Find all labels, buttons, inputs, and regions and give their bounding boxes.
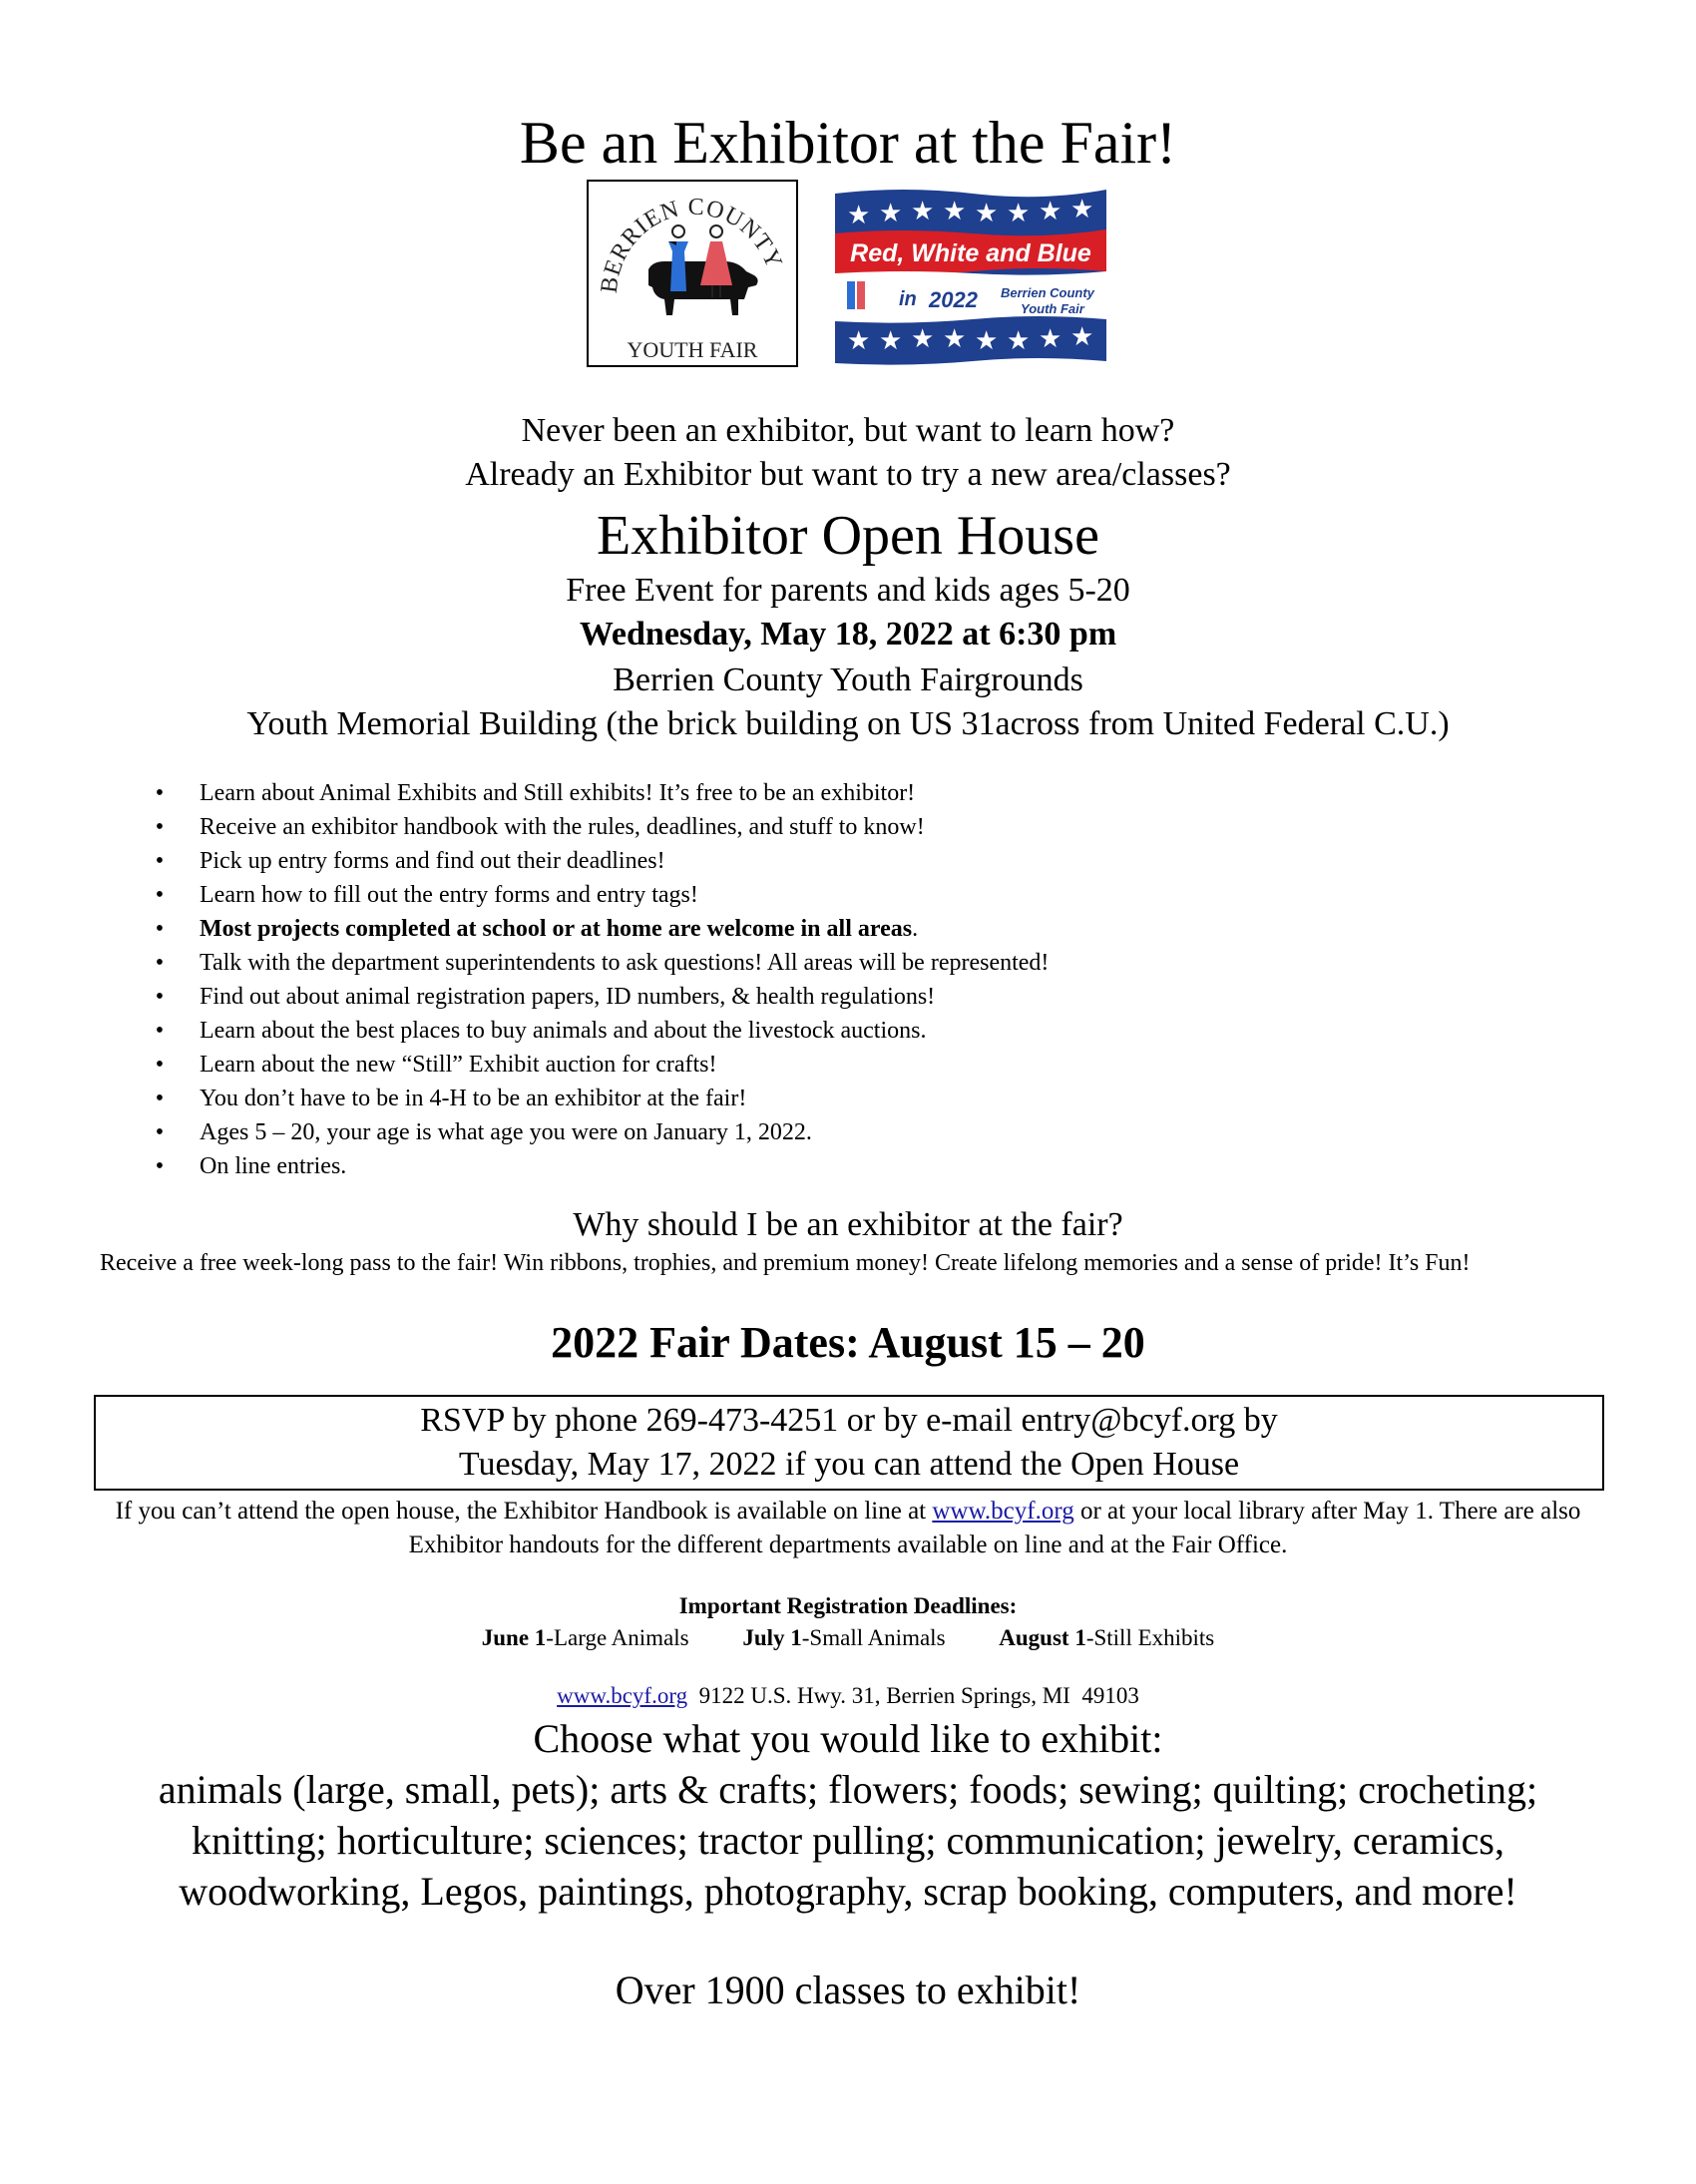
benefits-list xyxy=(150,776,1596,1183)
rwb-youthfair: Youth Fair xyxy=(1021,301,1084,316)
rwb-2022-logo xyxy=(833,184,1108,367)
svg-text:★: ★ xyxy=(943,324,967,354)
svg-text:★: ★ xyxy=(911,197,935,226)
rsvp-box xyxy=(94,1395,1604,1491)
list-item: • Ages 5 – 20, your age is what age you were on January 1, 2022. xyxy=(155,1119,812,1145)
rwb-county: Berrien County xyxy=(1001,285,1094,300)
fair-dates: 2022 Fair Dates: August 15 – 20 xyxy=(551,1318,1145,1367)
intro-question-2: Already an Exhibitor but want to try a new area/classes? xyxy=(465,456,1231,493)
event-venue: Berrien County Youth Fairgrounds xyxy=(613,661,1083,698)
event-building: Youth Memorial Building (the brick building on US 31across from United Federal C.U.) xyxy=(246,705,1450,742)
address-line: www.bcyf.org 9122 U.S. Hwy. 31, Berrien Springs, MI 49103 xyxy=(557,1683,1139,1708)
rsvp-line-1: RSVP by phone 269-473-4251 or by e-mail entry@bcyf.org by xyxy=(420,1402,1278,1439)
svg-text:★: ★ xyxy=(1039,324,1062,354)
list-item: • On line entries. xyxy=(155,1153,347,1179)
svg-text:★: ★ xyxy=(879,326,903,356)
svg-text:★: ★ xyxy=(975,199,999,228)
rsvp-line-2: Tuesday, May 17, 2022 if you can attend the Open House xyxy=(458,1446,1240,1483)
classes-count: Over 1900 classes to exhibit! xyxy=(615,1967,1081,2012)
rwb-title: Red, White and Blue xyxy=(850,239,1091,267)
intro-question-1: Never been an exhibitor, but want to learn how? xyxy=(521,412,1175,449)
list-item: • You don’t have to be in 4-H to be an exhibitor at the fair! xyxy=(155,1086,747,1111)
deadlines-heading: Important Registration Deadlines: xyxy=(678,1593,1018,1618)
svg-text:★: ★ xyxy=(847,201,871,230)
rwb-flag-graphic xyxy=(833,184,1108,367)
svg-text:★: ★ xyxy=(1007,199,1031,228)
why-heading: Why should I be an exhibitor at the fair? xyxy=(573,1206,1123,1243)
list-item: • Receive an exhibitor handbook with the rules, deadlines, and stuff to know! xyxy=(155,814,925,840)
bcyf-address-link[interactable]: www.bcyf.org xyxy=(557,1683,688,1708)
bcyf-bottom-text: YOUTH FAIR xyxy=(627,337,758,362)
deadline-item: June 1-Large Animals xyxy=(481,1625,689,1650)
event-name: Exhibitor Open House xyxy=(597,505,1099,567)
svg-text:★: ★ xyxy=(943,197,967,226)
bcyf-logo-graphic xyxy=(589,182,796,365)
svg-text:★: ★ xyxy=(1007,326,1031,356)
logo-row xyxy=(587,180,1110,369)
bcyf-logo xyxy=(587,180,798,367)
svg-text:★: ★ xyxy=(847,326,871,356)
deadlines-row xyxy=(0,1622,1696,1654)
bcyf-website-link[interactable]: www.bcyf.org xyxy=(932,1498,1074,1525)
rwb-in: in xyxy=(899,288,917,310)
svg-text:★: ★ xyxy=(975,326,999,356)
svg-text:★: ★ xyxy=(1070,322,1094,352)
event-date: Wednesday, May 18, 2022 at 6:30 pm xyxy=(579,616,1117,653)
svg-text:★: ★ xyxy=(1070,195,1094,224)
list-item: • Learn about the new “Still” Exhibit auction for crafts! xyxy=(155,1052,717,1078)
svg-text:★: ★ xyxy=(879,199,903,228)
deadline-item: August 1-Still Exhibits xyxy=(999,1625,1215,1650)
handbook-note: If you can’t attend the open house, the Exhibitor Handbook is available on line at www.bcyf.org or at your local library after May 1. There are also Exhibitor handouts for the different departments available on line and at the Fair Office. xyxy=(115,1498,1581,1558)
list-item: • Learn how to fill out the entry forms and entry tags! xyxy=(155,882,698,908)
deadline-item: July 1-Small Animals xyxy=(742,1625,946,1650)
event-free: Free Event for parents and kids ages 5-20 xyxy=(566,572,1130,609)
list-item: • Most projects completed at school or at home are welcome in all areas. xyxy=(155,916,919,942)
list-item: • Pick up entry forms and find out their deadlines! xyxy=(155,848,665,874)
bcyf-arc-text: BERRIEN COUNTY xyxy=(596,194,788,295)
rwb-year: 2022 xyxy=(929,287,978,312)
page-title: Be an Exhibitor at the Fair! xyxy=(519,110,1177,176)
choose-heading: Choose what you would like to exhibit: xyxy=(533,1716,1163,1761)
exhibit-areas: animals (large, small, pets); arts & crafts; flowers; foods; sewing; quilting; crocheting; knitting; horticulture; sciences; tractor pulling; communication; jewelry, ceramics, woodworking, Legos, paintings, photography, scrap booking, computers, and more! xyxy=(158,1767,1538,1914)
svg-text:★: ★ xyxy=(1039,197,1062,226)
svg-text:★: ★ xyxy=(911,324,935,354)
list-item: • Learn about Animal Exhibits and Still exhibits! It’s free to be an exhibitor! xyxy=(155,780,916,806)
why-text: Receive a free week-long pass to the fair! Win ribbons, trophies, and premium money! Create lifelong memories and a sense of pride! It’s Fun! xyxy=(100,1250,1471,1276)
list-item: • Learn about the best places to buy animals and about the livestock auctions. xyxy=(155,1018,927,1044)
list-item: • Talk with the department superintendents to ask questions! All areas will be represented! xyxy=(155,950,1050,976)
list-item: • Find out about animal registration papers, ID numbers, & health regulations! xyxy=(155,984,936,1010)
